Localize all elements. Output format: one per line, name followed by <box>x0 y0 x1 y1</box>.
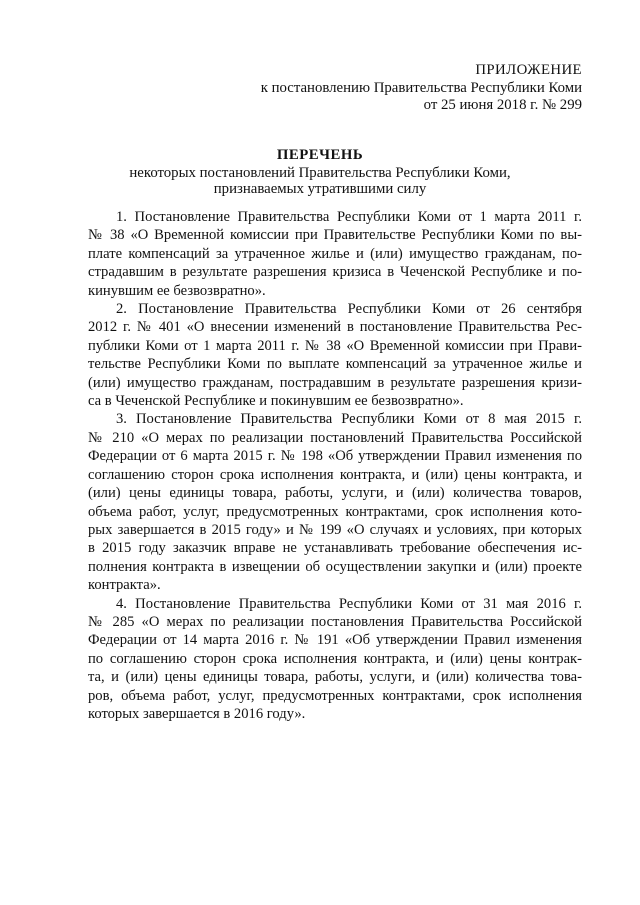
list-item-line: Федерации от 6 марта 2015 г. № 198 «Об утверждении Правил изменения по <box>88 448 582 465</box>
document-title: ПЕРЕЧЕНЬ <box>276 147 364 163</box>
document-body <box>88 208 582 723</box>
list-item-line: 2012 г. № 401 «О внесении изменений в постановление Правительства Рес- <box>88 319 582 336</box>
list-item-line: кинувшим ее безвозвратно». <box>88 282 266 299</box>
list-item-line: 4. Постановление Правительства Республики Коми от 31 мая 2016 г. <box>116 595 582 612</box>
list-item-line: (или) цены единицы товара, работы, услуги, и (или) количества товаров, <box>88 485 582 502</box>
document-subtitle-line-1: некоторых постановлений Правительства Республики Коми, <box>129 164 511 181</box>
list-item-line: контракта». <box>88 577 161 594</box>
list-item-line: объема работ, услуг, предусмотренных контрактами, срок исполнения кото- <box>88 503 582 520</box>
list-item-line: полнения контракта в извещении об осуществлении закупки и (или) проекте <box>88 558 582 575</box>
list-item-line: та, и (или) цены единицы товара, работы, услуги, и (или) количества това- <box>88 669 582 686</box>
list-item-line: № 38 «О Временной комиссии при Правительстве Республики Коми по вы- <box>88 227 582 244</box>
list-item-line: № 210 «О мерах по реализации постановлений Правительства Российской <box>88 429 582 446</box>
appendix-date-number: от 25 июня 2018 г. № 299 <box>423 97 582 113</box>
list-item <box>88 410 582 594</box>
list-item <box>88 595 582 724</box>
appendix-title: ПРИЛОЖЕНИЕ <box>475 62 582 78</box>
list-item-line: в 2015 году заказчик вправе не устанавливать требование обеспечения ис- <box>88 540 582 557</box>
list-item-line: 3. Постановление Правительства Республики Коми от 8 мая 2015 г. <box>116 411 582 428</box>
list-item-line: плате компенсаций за утраченное жилье и (или) имущество гражданам, по- <box>88 245 582 262</box>
document-heading <box>98 147 542 198</box>
list-item <box>88 208 582 300</box>
list-item-line: которых завершается в 2016 году». <box>88 705 306 722</box>
list-item-line: 2. Постановление Правительства Республики Коми от 26 сентября <box>116 301 582 318</box>
list-item-line: по соглашению сторон срока исполнения контракта, и (или) цены контрак- <box>88 650 582 667</box>
list-item-line: рых завершается в 2015 году» и № 199 «О случаях и условиях, при которых <box>88 521 582 538</box>
document-subtitle-line-2: признаваемых утратившими силу <box>213 181 427 197</box>
list-item-line: 1. Постановление Правительства Республики Коми от 1 марта 2011 г. <box>116 209 582 225</box>
list-item-line: № 285 «О мерах по реализации постановления Правительства Российской <box>88 613 582 630</box>
list-item-line: страдавшим в результате разрешения кризиса в Чеченской Республике и по- <box>88 264 582 281</box>
appendix-header <box>182 62 582 115</box>
list-item-line: са в Чеченской Республике и покинувшим ее безвозвратно». <box>88 393 464 410</box>
appendix-reference: к постановлению Правительства Республики Коми <box>260 79 582 96</box>
list-item-line: Федерации от 14 марта 2016 г. № 191 «Об утверждении Правил изменения <box>88 632 582 649</box>
list-item-line: публики Коми от 1 марта 2011 г. № 38 «О Временной комиссии при Прави- <box>88 337 582 354</box>
list-item-line: тельстве Республики Коми по выплате компенсаций за утраченное жилье и <box>88 356 582 373</box>
list-item-line: соглашению сторон срока исполнения контракта, и (или) цены контракта, и <box>88 466 582 483</box>
list-item-line: ров, объема работ, услуг, предусмотренных контрактами, срок исполнения <box>88 687 582 704</box>
list-item-line: (или) имущество гражданам, пострадавшим в результате разрешения кризи- <box>88 374 582 391</box>
list-item <box>88 300 582 410</box>
